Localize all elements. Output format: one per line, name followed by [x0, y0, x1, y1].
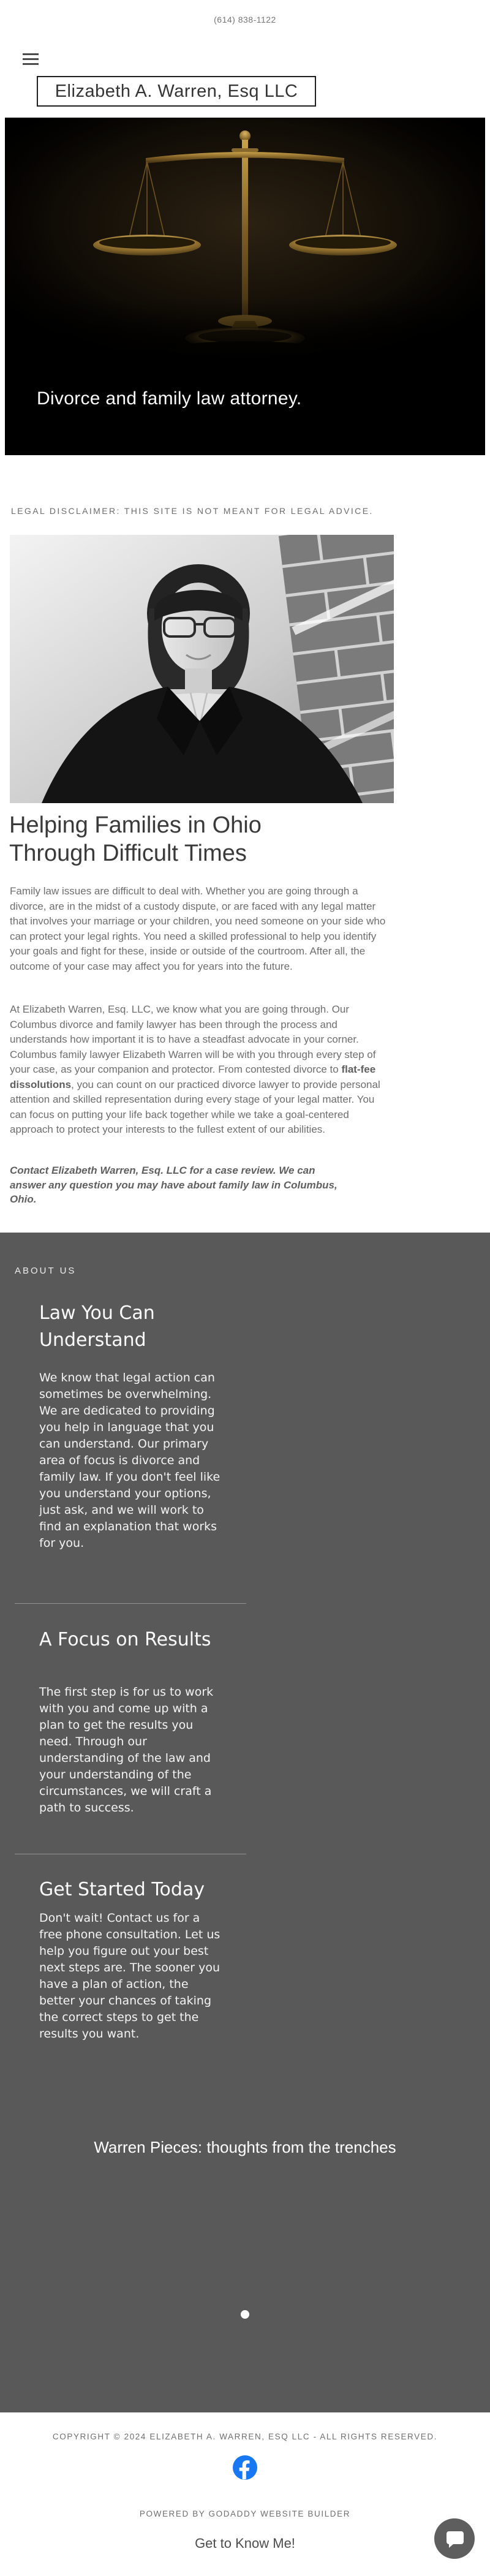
- contact-callout: Contact Elizabeth Warren, Esq. LLC for a case review. We can answer any question you may have about family law in Columbus, Ohio.: [10, 1165, 337, 1205]
- flat-fee-dissolutions-emphasis: flat-fee dissolutions: [10, 1063, 376, 1090]
- hero-banner: [5, 118, 485, 455]
- site-title-logo[interactable]: [37, 76, 316, 107]
- page-title: Helping Families in Ohio Through Difficult Times: [9, 812, 262, 866]
- about-us-section: [0, 1233, 490, 2412]
- chat-bubble-button[interactable]: [434, 2518, 475, 2559]
- about-card-title-get-started-today: Get Started Today: [39, 1879, 205, 1900]
- hamburger-bar: [23, 58, 39, 60]
- hamburger-menu-icon[interactable]: [23, 53, 39, 66]
- intro-paragraph-1: Family law issues are difficult to deal with. Whether you are going through a divorce, are in the midst of a custody dispute, or are faced with any legal matter that involves your marriage or your children, you need someone on your side who can protect your legal rights. You need a skilled professional to help you identify your goals and fight for these, inside or outside of the courtroom. After all, the outcome of your case may affect you for years into the future.: [10, 885, 386, 972]
- portrait-illustration: [10, 535, 394, 803]
- hero-tagline: Divorce and family law attorney.: [37, 388, 302, 409]
- phone-number-link[interactable]: (614) 838-1122: [214, 15, 276, 25]
- about-card-body: We know that legal action can sometimes be overwhelming. We are dedicated to providing you help in language that you can understand. Our primary area of focus is divorce and family law. If you don't feel like you understand your options, just ask, and we will work to find an explanation that works for you.: [39, 1371, 221, 1550]
- copyright-text: COPYRIGHT © 2024 ELIZABETH A. WARREN, ESQ LLC - ALL RIGHTS RESERVED.: [52, 2432, 438, 2441]
- hamburger-bar: [23, 63, 39, 65]
- about-card-title-law-you-can-understand: Law You Can Understand: [39, 1302, 155, 1351]
- chat-bubble-icon: [434, 2518, 475, 2559]
- get-to-know-me-heading: Get to Know Me!: [195, 2536, 295, 2551]
- about-card-body: The first step is for us to work with you and come up with a plan to get the results you need. Through our understanding of the law and your understanding of the circumstances, we will craft a path to success.: [39, 1685, 214, 1815]
- about-us-label: ABOUT US: [15, 1266, 77, 1276]
- intro-paragraph-2-text: At Elizabeth Warren, Esq. LLC, we know what you are going through. Our Columbus divorce and family lawyer has been through the process and understands how important it is to have a steadfast advocate in your corner. Columbus family lawyer Elizabeth Warren will be with you through every step of your case, as your companion and protector. From contested divorce to: [10, 1003, 376, 1075]
- blog-carousel-heading: Warren Pieces: thoughts from the trenches: [94, 2138, 396, 2156]
- attorney-portrait-photo: [10, 535, 394, 803]
- about-card-title-a-focus-on-results: A Focus on Results: [39, 1629, 211, 1650]
- hamburger-bar: [23, 53, 39, 55]
- section-divider: [15, 1603, 246, 1604]
- facebook-icon[interactable]: [233, 2455, 257, 2480]
- about-card-body: Don't wait! Contact us for a free phone consultation. Let us help you figure out your best next steps are. The sooner you have a plan of action, the better your chances of taking the correct steps to get the results you want.: [39, 1911, 221, 2041]
- legal-disclaimer: LEGAL DISCLAIMER: THIS SITE IS NOT MEANT FOR LEGAL ADVICE.: [11, 506, 374, 516]
- carousel-dot-indicator[interactable]: [241, 2310, 249, 2319]
- powered-by-text: POWERED BY GODADDY WEBSITE BUILDER: [139, 2509, 351, 2518]
- intro-paragraph-2-text: , you can count on our practiced divorce lawyer to provide personal attention and skilled representation during every stage of your legal matter. You can focus on putting your life back together while we take a goal-centered approach to protect your interests to the fullest extent of our abilities.: [10, 1078, 380, 1135]
- scales-of-justice-image: [5, 118, 485, 369]
- intro-paragraph-2: [10, 1002, 392, 1138]
- site-title-text: Elizabeth A. Warren, Esq LLC: [55, 81, 298, 101]
